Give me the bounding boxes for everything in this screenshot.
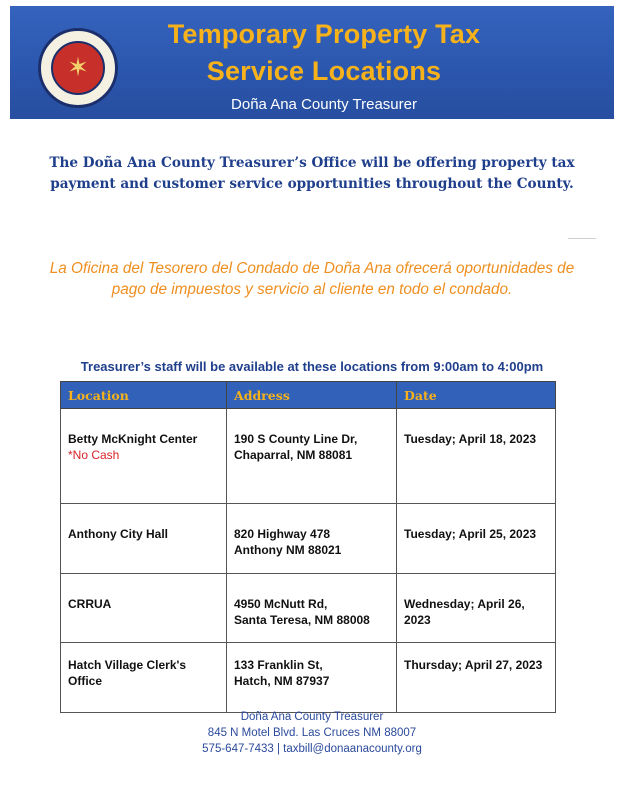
date-cell: Thursday; April 27, 2023 bbox=[397, 643, 556, 713]
table-row bbox=[61, 574, 556, 643]
address-line2: Chaparral, NM 88081 bbox=[234, 448, 353, 462]
locations-table bbox=[60, 381, 556, 713]
address-line2: Hatch, NM 87937 bbox=[234, 674, 330, 688]
intro-spanish: La Oficina del Tesorero del Condado de Doña Ana ofrecerá oportunidades de pago de impuestos y servicio al cliente en todo el condado. bbox=[49, 260, 575, 298]
page-title-line2: Service Locations bbox=[206, 56, 442, 86]
address-cell bbox=[227, 574, 397, 643]
location-cell bbox=[61, 504, 227, 574]
footer-phone-email[interactable]: 575-647-7433 | taxbill@donaanacounty.org bbox=[202, 743, 422, 755]
location-name: Hatch Village Clerk's Office bbox=[68, 658, 187, 688]
page-subtitle: Doña Ana County Treasurer bbox=[231, 96, 417, 113]
footer-office-name: Doña Ana County Treasurer bbox=[240, 711, 384, 723]
location-name: Anthony City Hall bbox=[68, 527, 169, 541]
location-cell bbox=[61, 409, 227, 504]
address-line1: 820 Highway 478 bbox=[234, 527, 331, 541]
date-cell: Wednesday; April 26, 2023 bbox=[397, 574, 556, 643]
address-cell bbox=[227, 409, 397, 504]
column-header-date: Date bbox=[397, 382, 556, 409]
location-name: CRRUA bbox=[68, 597, 112, 611]
page-title-line1: Temporary Property Tax bbox=[167, 19, 481, 49]
date-cell: Tuesday; April 18, 2023 bbox=[397, 409, 556, 504]
location-cell bbox=[61, 574, 227, 643]
address-line2: Anthony NM 88021 bbox=[234, 543, 342, 557]
table-header-row bbox=[61, 382, 556, 409]
divider bbox=[568, 238, 596, 239]
address-line1: 133 Franklin St, bbox=[234, 658, 323, 672]
header-banner bbox=[10, 6, 614, 119]
footer-address: 845 N Motel Blvd. Las Cruces NM 88007 bbox=[207, 727, 417, 739]
address-line1: 4950 McNutt Rd, bbox=[234, 597, 328, 611]
seal-center: ✶ bbox=[51, 41, 105, 95]
location-cell bbox=[61, 643, 227, 713]
table-row bbox=[61, 409, 556, 504]
address-line2: Santa Teresa, NM 88008 bbox=[234, 613, 370, 627]
column-header-address: Address bbox=[227, 382, 397, 409]
address-line1: 190 S County Line Dr, bbox=[234, 432, 358, 446]
column-header-location: Location bbox=[61, 382, 227, 409]
date-cell: Tuesday; April 25, 2023 bbox=[397, 504, 556, 574]
schedule-heading: Treasurer’s staff will be available at these locations from 9:00am to 4:00pm bbox=[80, 359, 544, 374]
no-cash-note: *No Cash bbox=[68, 448, 120, 462]
address-cell bbox=[227, 504, 397, 574]
location-name: Betty McKnight Center bbox=[68, 432, 198, 446]
intro-english: The Doña Ana County Treasurer’s Office will be offering property tax payment and customer service opportunities throughout the County. bbox=[49, 155, 575, 192]
footer-contact bbox=[0, 709, 624, 757]
address-cell bbox=[227, 643, 397, 713]
table-row bbox=[61, 504, 556, 574]
table-row bbox=[61, 643, 556, 713]
